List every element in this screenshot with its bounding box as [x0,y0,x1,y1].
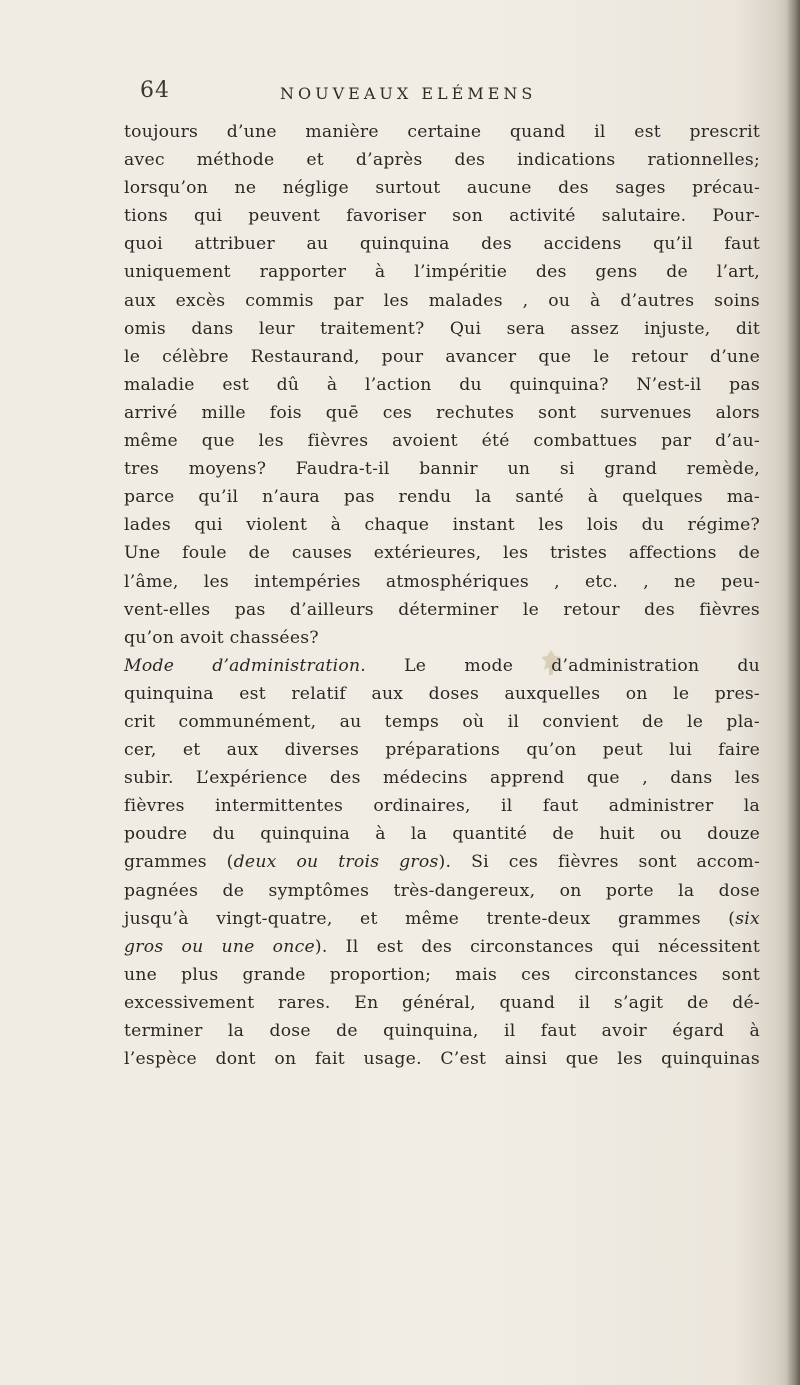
text-line [124,848,760,876]
text-fragment: grammes ( [124,852,234,873]
text-line: parce qu’il n’aura pas rendu la santé à quelques ma- [124,487,760,508]
text-line: aux excès commis par les malades , ou à d’autres soins [124,290,760,311]
text-fragment: Le mode d’administration du [404,655,760,676]
text-fragment: ). Il est des circonstances qui nécessitent [314,936,760,957]
text-line: crit communément, au temps où il convient de le pla- [124,711,760,732]
text-line [124,933,760,961]
text-line: quinquina est relatif aux doses auxquelles on le pres- [124,683,760,704]
page-number: 64 [140,78,170,103]
text-line: toujours d’une manière certaine quand il est prescrit [124,122,760,142]
text-line [124,652,760,680]
body-text [124,118,760,1073]
text-line: tres moyens? Faudra-t-il bannir un si grand remède, [124,459,760,480]
text-line: arrivé mille fois quē ces rechutes sont survenues alors [124,402,760,423]
text-line: une plus grande proportion; mais ces circonstances sont [124,964,760,985]
text-fragment: jusqu’à vingt-quatre, et même trente-deux grammes ( [124,908,736,929]
text-line: lorsqu’on ne néglige surtout aucune des sages précau- [124,178,760,199]
text-line: qu’on avoit chassées? [124,627,319,648]
page-edge-shadow [786,0,800,1385]
italic-fragment: six [735,908,760,929]
text-line: poudre du quinquina à la quantité de huit ou douze [124,824,760,845]
text-line [124,905,760,933]
text-line: l’espèce dont on fait usage. C’est ainsi que les quinquinas [124,1049,760,1070]
text-line: maladie est dû à l’action du quinquina? N’est-il pas [124,374,760,395]
text-line: cer, et aux diverses préparations qu’on peut lui faire [124,740,760,761]
text-line: excessivement rares. En général, quand il s’agit de dé- [124,992,760,1013]
text-line: pagnées de symptômes très-dangereux, on porte la dose [124,880,760,901]
text-line: Une foule de causes extérieures, les tristes affections de [124,543,760,564]
text-line: subir. L’expérience des médecins apprend que , dans les [124,768,760,789]
text-line: l’âme, les intempéries atmosphériques , etc. , ne peu- [124,571,760,592]
text-line: même que les fièvres avoient été combattues par d’au- [124,431,760,452]
text-line: avec méthode et d’après des indications rationnelles; [124,150,760,171]
text-line: terminer la dose de quinquina, il faut avoir égard à [124,1021,760,1041]
text-line: fièvres intermittentes ordinaires, il faut administrer la [124,796,760,817]
italic-fragment: gros ou une once [124,936,315,957]
paragraph-2 [124,652,760,1073]
text-line: quoi attribuer au quinquina des accidens qu’il faut [124,234,760,255]
text-line: uniquement rapporter à l’impéritie des gens de l’art, [124,262,760,283]
page-header [140,78,660,114]
paragraph-1 [124,118,760,652]
italic-fragment: deux ou trois gros [233,852,439,873]
running-title: NOUVEAUX ELÉMENS [280,84,537,103]
section-heading: Mode d’administration. [124,655,367,676]
text-line: tions qui peuvent favoriser son activité salutaire. Pour- [124,206,760,227]
text-line: vent-elles pas d’ailleurs déterminer le retour des fièvres [124,599,760,620]
text-line: omis dans leur traitement? Qui sera assez injuste, dit [124,318,760,339]
text-line: le célèbre Restaurand, pour avancer que le retour d’une [124,346,760,367]
text-fragment: ). Si ces fièvres sont accom- [438,852,761,873]
text-line: lades qui violent à chaque instant les lois du régime? [124,515,760,536]
